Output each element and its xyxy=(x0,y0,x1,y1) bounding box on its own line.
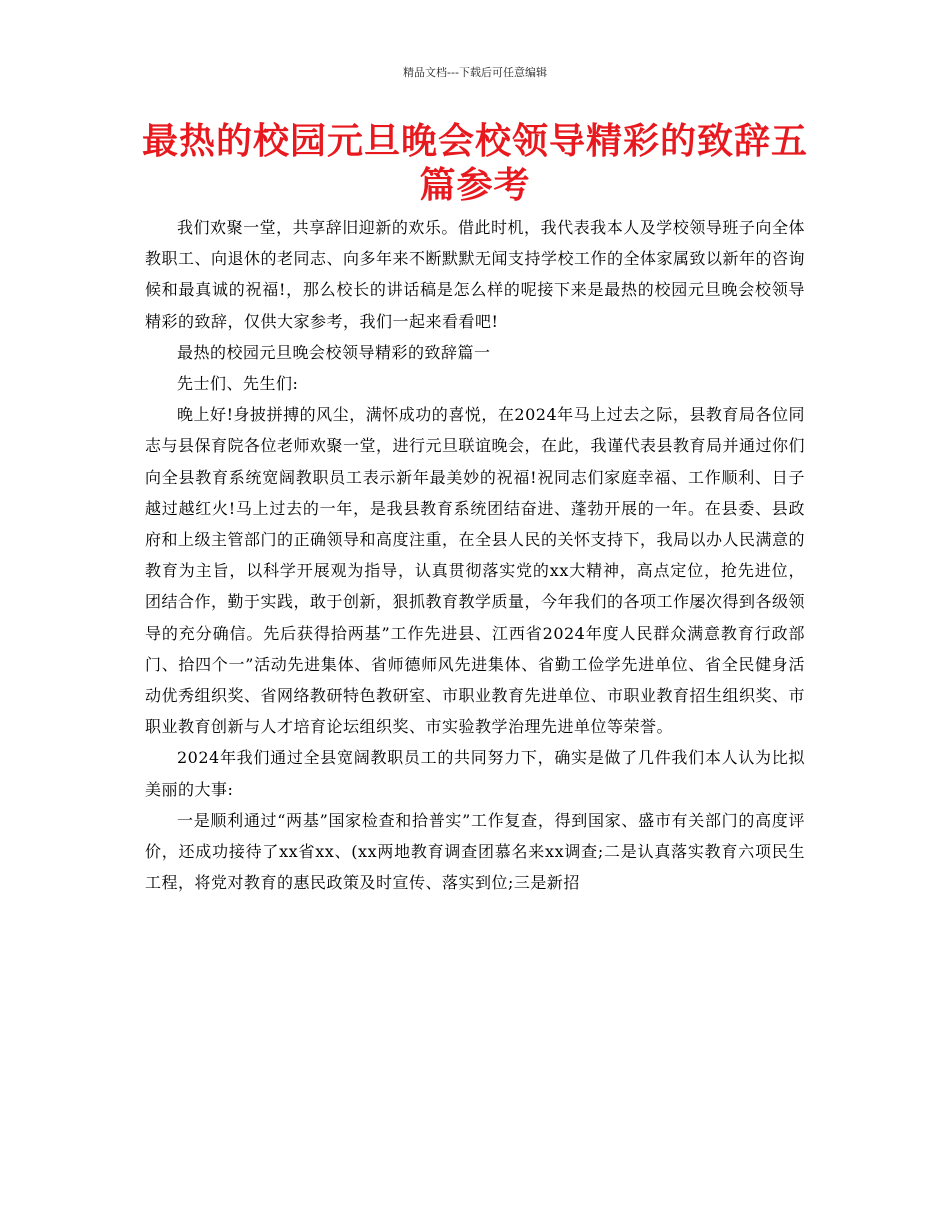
paragraph-achievements-intro: 2024年我们通过全县宽阔教职员工的共同努力下，确实是做了几件我们本人认为比拟美丽的大事: xyxy=(145,748,805,799)
document-title: 最热的校园元旦晚会校领导精彩的致辞五篇参考 xyxy=(141,121,808,206)
paragraph-intro: 我们欢聚一堂，共享辞旧迎新的欢乐。借此时机，我代表我本人及学校领导班子向全体教职工、向退休的老同志、向多年来不断默默无闻支持学校工作的全体家属致以新年的咨询候和最真诚的祝福!，那么校长的讲话稿是怎么样的呢接下来是最热的校园元旦晚会校领导精彩的致辞，仅供大家参考，我们一起来看看吧! xyxy=(145,218,806,331)
paragraph-salutation: 先士们、先生们: xyxy=(177,374,299,394)
paragraph-achievements-list: 一是顺利通过“两基”国家检查和拾普实”工作复查，得到国家、盛市有关部门的高度评价，还成功接待了xx省xx、(xx两地教育调查团慕名来xx调查;二是认真落实教育六项民生工程，将党对教育的惠民政策及时宣传、落实到位;三是新招 xyxy=(145,810,805,893)
paragraph-greeting: 晚上好!身披拼搏的风尘，满怀成功的喜悦，在2024年马上过去之际，县教育局各位同志与县保育院各位老师欢聚一堂，进行元旦联谊晚会，在此，我谨代表县教育局并通过你们向全县教育系统宽阔教职员工表示新年最美妙的祝福!祝同志们家庭幸福、工作顺利、日子越过越红火!马上过去的一年，是我县教育系统团结奋进、蓬勃开展的一年。在县委、县政府和上级主管部门的正确领导和高度注重，在全县人民的关怀支持下，我局以办人民满意的教育为主旨，以科学开展观为指导，认真贯彻落实党的xx大精神，高点定位，抢先进位，团结合作，勤于实践，敢于创新，狠抓教育教学质量，今年我们的各项工作屡次得到各级领导的充分确信。先后获得拾两基”工作先进县、江西省2024年度人民群众满意教育行政部门、拾四个一”活动先进集体、省师德师风先进集体、省勤工俭学先进单位、省全民健身活动优秀组织奖、省网络教研特色教研室、市职业教育先进单位、市职业教育招生组织奖、市职业教育创新与人才培育论坛组织奖、市实验教学治理先进单位等荣誉。 xyxy=(145,405,806,737)
document-body xyxy=(145,212,805,898)
header-note: 精品文档---下载后可任意编辑 xyxy=(403,66,547,79)
paragraph-section-heading: 最热的校园元旦晚会校领导精彩的致辞篇一 xyxy=(177,342,491,362)
